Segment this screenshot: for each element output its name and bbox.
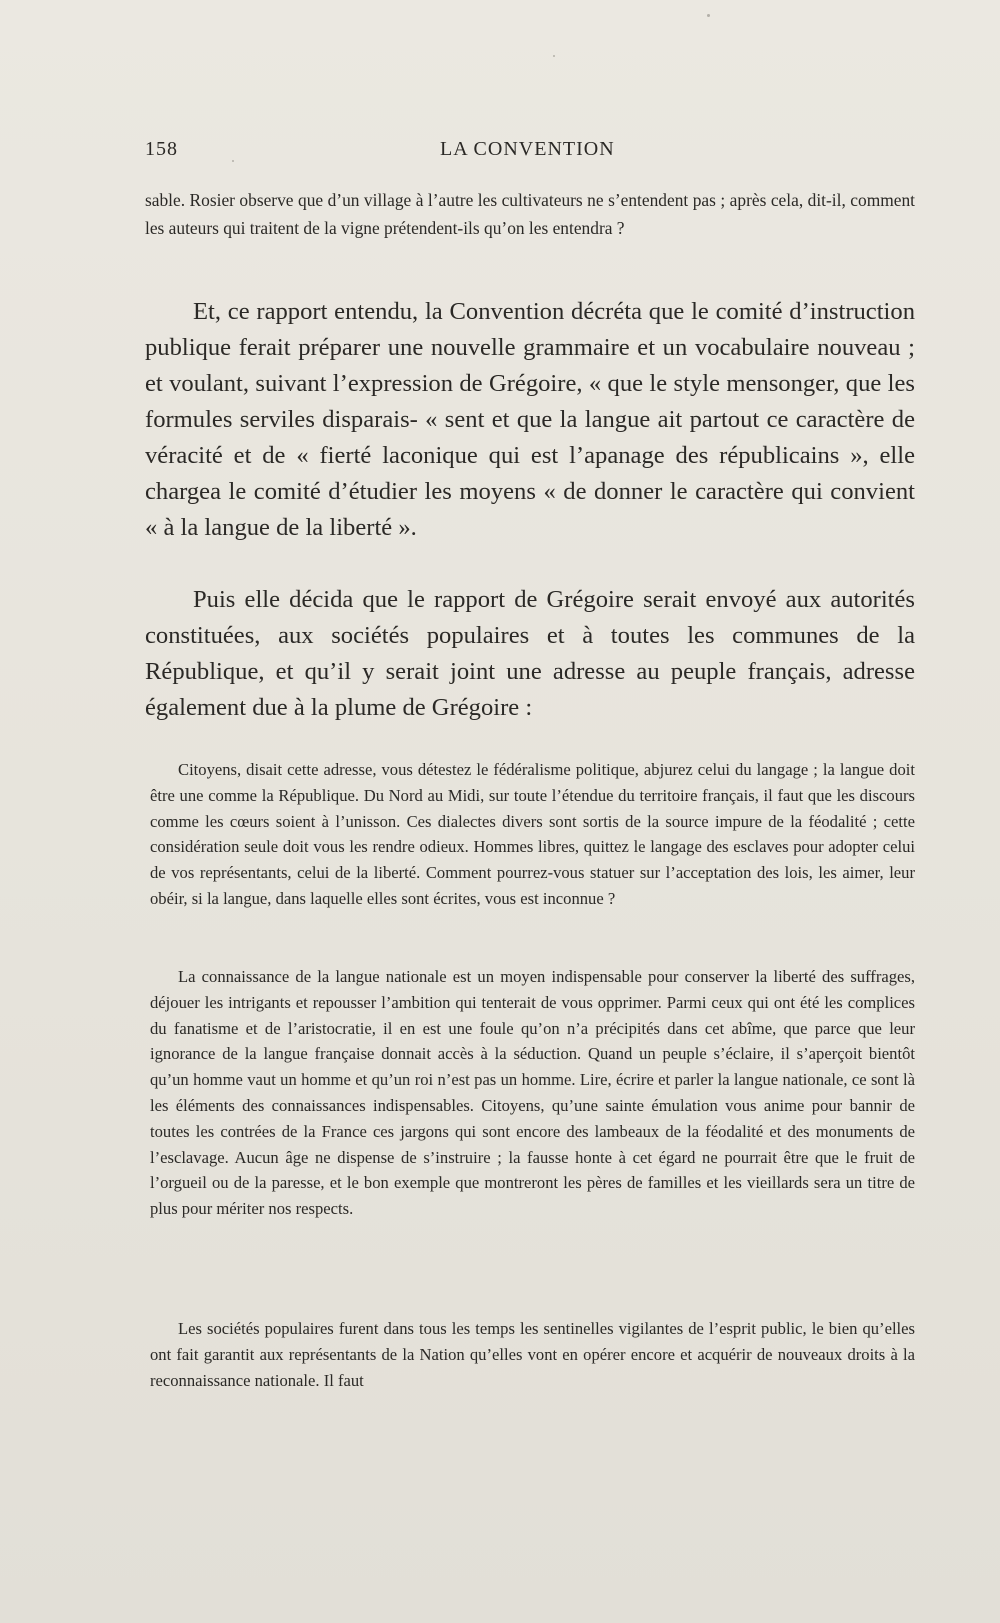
page-header xyxy=(145,138,915,168)
paper-speck xyxy=(553,55,555,57)
running-title: LA CONVENTION xyxy=(440,138,615,160)
quote-paragraph: Les sociétés populaires furent dans tous les temps les sentinelles vigilantes de l’esprit public, le bien qu’elles ont fait garantit aux représentants de la Nation qu’elles vont en opérer encore et acquérir de nouveaux droits à la reconnaissance nationale. Il faut xyxy=(150,1319,915,1390)
paragraph-body: Et, ce rapport entendu, la Convention décréta que le comité d’instruction publique ferait préparer une nouvelle grammaire et un vocabulaire nouveau ; et voulant, suivant l’expression de Grégoire, « que le style mensonger, que les formules serviles disparais- « sent et que la langue ait partout ce caractère de véracité et de « fierté laconique qui est l’apanage des républicains », elle chargea le comité d’étudier les moyens « de donner le caractère qui convient « à la langue de la liberté ». xyxy=(145,298,915,541)
paragraph-continuation: sable. Rosier observe que d’un village à l’autre les cultivateurs ne s’entendent pas ; après cela, dit-il, comment les auteurs qui traitent de la vigne prétendent-ils qu’on les entendra ? xyxy=(145,190,915,238)
page-number: 158 xyxy=(145,138,178,160)
paper-speck xyxy=(707,14,710,17)
quote-paragraph: Citoyens, disait cette adresse, vous détestez le fédéralisme politique, abjurez celui du langage ; la langue doit être une comme la République. Du Nord au Midi, sur toute l’étendue du territoire français, il faut que les discours comme les cœurs soient à l’unisson. Ces dialectes divers sont sortis de la source impure de la féodalité ; cette considération seule doit vous les rendre odieux. Hommes libres, quittez le langage des esclaves pour adopter celui de vos représentants, celui de la liberté. Comment pourrez-vous statuer sur l’acceptation des lois, les aimer, leur obéir, si la langue, dans laquelle elles sont écrites, vous est inconnue ? xyxy=(150,760,915,908)
quote-paragraph: La connaissance de la langue nationale est un moyen indispensable pour conserver la liberté des suffrages, déjouer les intrigants et repousser l’ambition qui tenterait de vous opprimer. Parmi ceux qui ont été les complices du fanatisme et de l’aristocratie, il en est une foule qu’on n’a précipités dans cet abîme, que parce que leur ignorance de la langue française donnait accès à la séduction. Quand un peuple s’éclaire, il s’aperçoit bientôt qu’un homme vaut un homme et qu’un roi n’est pas un homme. Lire, écrire et parler la langue nationale, ce sont là les éléments des connaissances indispensables. Citoyens, qu’une sainte émulation vous anime pour bannir de toutes les contrées de la France ces jargons qui sont encore des lambeaux de la féodalité et des monuments de l’esclavage. Aucun âge ne dispense de s’instruire ; la fausse honte à cet égard ne pourrait être que le fruit de l’orgueil ou de la paresse, et le bon exemple que montreront les pères de familles et les vieillards sera un titre de plus pour mériter nos respects. xyxy=(150,967,915,1219)
paragraph-body: Puis elle décida que le rapport de Grégoire serait envoyé aux autorités constituées, aux sociétés populaires et à toutes les communes de la République, et qu’il y serait joint une adresse au peuple français, adresse également due à la plume de Grégoire : xyxy=(145,586,915,721)
